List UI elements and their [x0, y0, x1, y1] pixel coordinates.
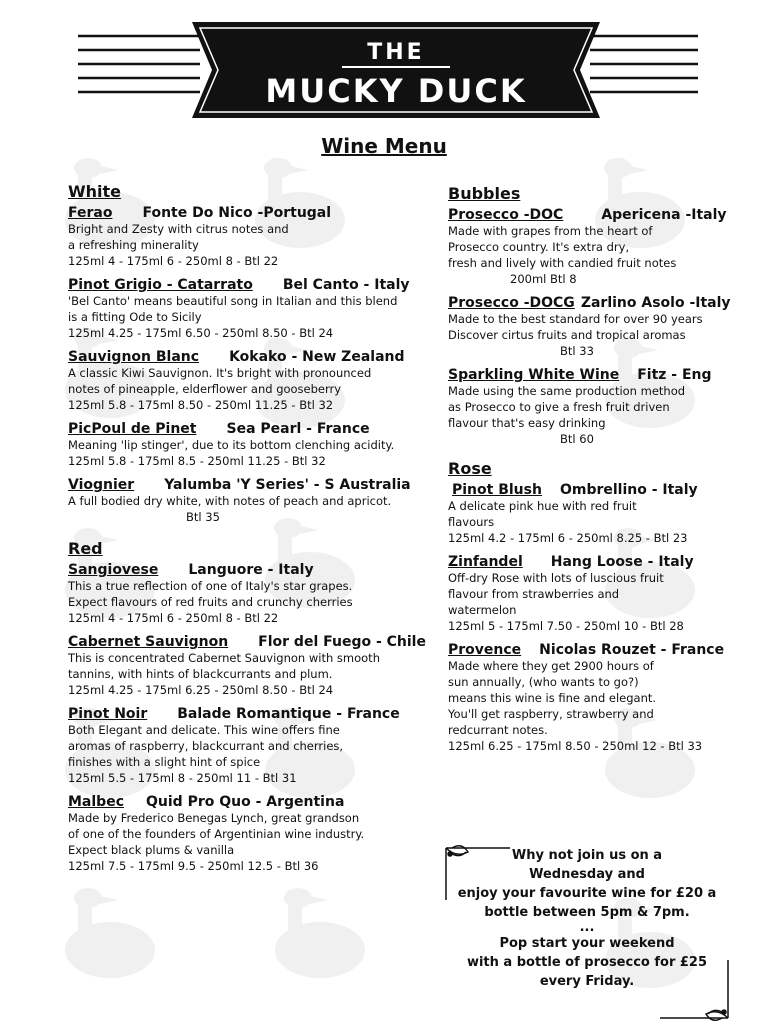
- wine-item: [68, 794, 440, 874]
- wine-description: Prosecco country. It's extra dry,: [448, 240, 630, 254]
- wine-description: fresh and lively with candied fruit notes: [448, 256, 677, 270]
- wine-description: Made where they get 2900 hours of: [448, 659, 654, 673]
- wine-description: redcurrant notes.: [448, 723, 548, 737]
- wine-price: Btl 35: [186, 510, 220, 524]
- wine-price: 125ml 5 - 175ml 7.50 - 250ml 10 - Btl 28: [448, 619, 684, 633]
- wine-description: aromas of raspberry, blackcurrant and cherries,: [68, 739, 344, 753]
- wine-description: Meaning 'lip stinger', due to its bottom clenching acidity.: [68, 438, 395, 452]
- wine-item: [448, 554, 758, 634]
- wine-description: Expect flavours of red fruits and crunchy cherries: [68, 595, 353, 609]
- wine-item: [68, 277, 440, 341]
- wine-price: 125ml 4.25 - 175ml 6.50 - 250ml 8.50 - Btl 24: [68, 326, 334, 340]
- wine-item: [448, 642, 758, 754]
- wine-producer: Quid Pro Quo - Argentina: [146, 794, 345, 810]
- wine-producer: Hang Loose - Italy: [550, 554, 694, 570]
- promo-line: enjoy your favourite wine for £20 a: [457, 886, 717, 901]
- wine-producer: Flor del Fuego - Chile: [258, 634, 426, 650]
- wine-price: 125ml 5.8 - 175ml 8.50 - 250ml 11.25 - Btl 32: [68, 398, 334, 412]
- wine-name: PicPoul de Pinet: [68, 421, 197, 437]
- wine-price: 125ml 5.5 - 175ml 8 - 250ml 11 - Btl 31: [68, 771, 297, 785]
- logo-line1: THE: [367, 40, 425, 65]
- wine-producer: Apericena -Italy: [601, 207, 727, 223]
- wine-name: Prosecco -DOC: [448, 207, 564, 223]
- wine-producer: Yalumba 'Y Series' - S Australia: [164, 477, 411, 493]
- wine-description: A full bodied dry white, with notes of peach and apricot.: [68, 494, 392, 508]
- wine-description: flavour from strawberries and: [448, 587, 620, 601]
- wine-description: tannins, with hints of blackcurrants and plum.: [68, 667, 333, 681]
- wine-item: [68, 421, 440, 469]
- wine-name: Viognier: [68, 477, 135, 493]
- wine-name: Sparkling White Wine: [448, 367, 620, 383]
- wine-price: 125ml 4 - 175ml 6 - 250ml 8 - Btl 22: [68, 611, 279, 625]
- menu-title: Wine Menu: [321, 134, 447, 158]
- wine-description: as Prosecco to give a fresh fruit driven: [448, 400, 670, 414]
- wine-producer: Sea Pearl - France: [226, 421, 370, 437]
- wine-item: [68, 634, 440, 698]
- wine-name: Pinot Blush: [452, 482, 542, 498]
- wine-producer: Ombrellino - Italy: [559, 482, 698, 498]
- promo-line: Wednesday and: [529, 867, 645, 882]
- wine-price: 125ml 6.25 - 175ml 8.50 - 250ml 12 - Btl 33: [448, 739, 703, 753]
- wine-description: This is concentrated Cabernet Sauvignon with smooth: [68, 651, 380, 665]
- wine-description: 'Bel Canto' means beautiful song in Italian and this blend: [68, 294, 398, 308]
- section-heading-red: Red: [68, 539, 103, 558]
- wine-item: [448, 207, 758, 287]
- wine-description: of one of the founders of Argentinian wine industry.: [68, 827, 365, 841]
- wine-description: Discover cirtus fruits and tropical aromas: [448, 328, 686, 342]
- wine-description: Off-dry Rose with lots of luscious fruit: [448, 571, 664, 585]
- wine-producer: Bel Canto - Italy: [282, 277, 410, 293]
- wine-item: [68, 706, 440, 786]
- wine-producer: Nicolas Rouzet - France: [539, 642, 725, 658]
- wine-price: Btl 33: [560, 344, 594, 358]
- wine-name: Pinot Noir: [68, 706, 148, 722]
- wine-description: Made with grapes from the heart of: [448, 224, 653, 238]
- wine-description: This a true reflection of one of Italy's star grapes.: [68, 579, 353, 593]
- wine-item: [68, 562, 440, 626]
- wine-description: You'll get raspberry, strawberry and: [448, 707, 654, 721]
- promo-line: every Friday.: [539, 974, 635, 989]
- wine-name: Malbec: [68, 794, 124, 810]
- wine-producer: Zarlino Asolo -Italy: [580, 295, 731, 311]
- wine-description: finishes with a slight hint of spice: [68, 755, 261, 769]
- section-heading-bubbles: Bubbles: [448, 184, 521, 203]
- wine-description: A classic Kiwi Sauvignon. It's bright with pronounced: [68, 366, 372, 380]
- right-column: [448, 178, 758, 762]
- wine-name: Cabernet Sauvignon: [68, 634, 229, 650]
- left-column: [68, 176, 440, 882]
- wine-producer: Balade Romantique - France: [177, 706, 400, 722]
- wine-price: 200ml Btl 8: [510, 272, 577, 286]
- wine-price: 125ml 4.2 - 175ml 6 - 250ml 8.25 - Btl 23: [448, 531, 688, 545]
- wine-name: Pinot Grigio - Catarrato: [68, 277, 253, 293]
- promo-text: [450, 846, 724, 991]
- promo-line: Why not join us on a: [511, 848, 663, 863]
- wine-name: Zinfandel: [448, 554, 523, 570]
- wine-description: means this wine is fine and elegant.: [448, 691, 657, 705]
- wine-description: Both Elegant and delicate. This wine offers fine: [68, 723, 340, 737]
- wine-item: [448, 482, 758, 546]
- wine-item: [68, 205, 440, 269]
- wine-description: Made by Frederico Benegas Lynch, great grandson: [68, 811, 360, 825]
- section-heading-rose: Rose: [448, 459, 492, 478]
- wine-producer: Kokako - New Zealand: [229, 349, 405, 365]
- wine-description: Made using the same production method: [448, 384, 686, 398]
- wine-description: flavours: [448, 515, 495, 529]
- wine-description: Bright and Zesty with citrus notes and: [68, 222, 289, 236]
- section-heading-white: White: [68, 182, 122, 201]
- promo-line: ...: [579, 920, 595, 935]
- promo-box: [440, 840, 734, 1020]
- wine-item: [68, 349, 440, 413]
- wine-description: is a fitting Ode to Sicily: [68, 310, 202, 324]
- wine-item: [448, 295, 758, 359]
- wine-producer: Languore - Italy: [188, 562, 314, 578]
- logo-banner: [192, 22, 600, 118]
- wine-name: Prosecco -DOCG: [448, 295, 575, 311]
- promo-line: Pop start your weekend: [499, 936, 675, 951]
- wine-description: flavour that's easy drinking: [448, 416, 606, 430]
- wine-description: notes of pineapple, elderflower and gooseberry: [68, 382, 342, 396]
- wine-producer: Fitz - Eng: [637, 367, 712, 383]
- wine-price: 125ml 5.8 - 175ml 8.5 - 250ml 11.25 - Btl 32: [68, 454, 326, 468]
- wine-description: A delicate pink hue with red fruit: [448, 499, 637, 513]
- wine-name: Sauvignon Blanc: [68, 349, 200, 365]
- wine-name: Ferao: [68, 205, 113, 221]
- wine-description: a refreshing minerality: [68, 238, 199, 252]
- wine-item: [68, 477, 440, 525]
- wine-price: Btl 60: [560, 432, 594, 446]
- wine-description: sun annually, (who wants to go?): [448, 675, 639, 689]
- promo-line: with a bottle of prosecco for £25: [466, 955, 708, 970]
- wine-item: [448, 367, 758, 447]
- wine-description: Made to the best standard for over 90 years: [448, 312, 703, 326]
- wine-producer: Fonte Do Nico -Portugal: [142, 205, 332, 221]
- wine-description: watermelon: [448, 603, 517, 617]
- wine-name: Provence: [448, 642, 522, 658]
- wine-description: Expect black plums & vanilla: [68, 843, 235, 857]
- promo-line: bottle between 5pm & 7pm.: [484, 905, 690, 920]
- wine-price: 125ml 7.5 - 175ml 9.5 - 250ml 12.5 - Btl 36: [68, 859, 319, 873]
- wine-price: 125ml 4 - 175ml 6 - 250ml 8 - Btl 22: [68, 254, 279, 268]
- logo-line2: MUCKY DUCK: [265, 72, 527, 110]
- wine-price: 125ml 4.25 - 175ml 6.25 - 250ml 8.50 - Btl 24: [68, 683, 334, 697]
- wine-name: Sangiovese: [68, 562, 159, 578]
